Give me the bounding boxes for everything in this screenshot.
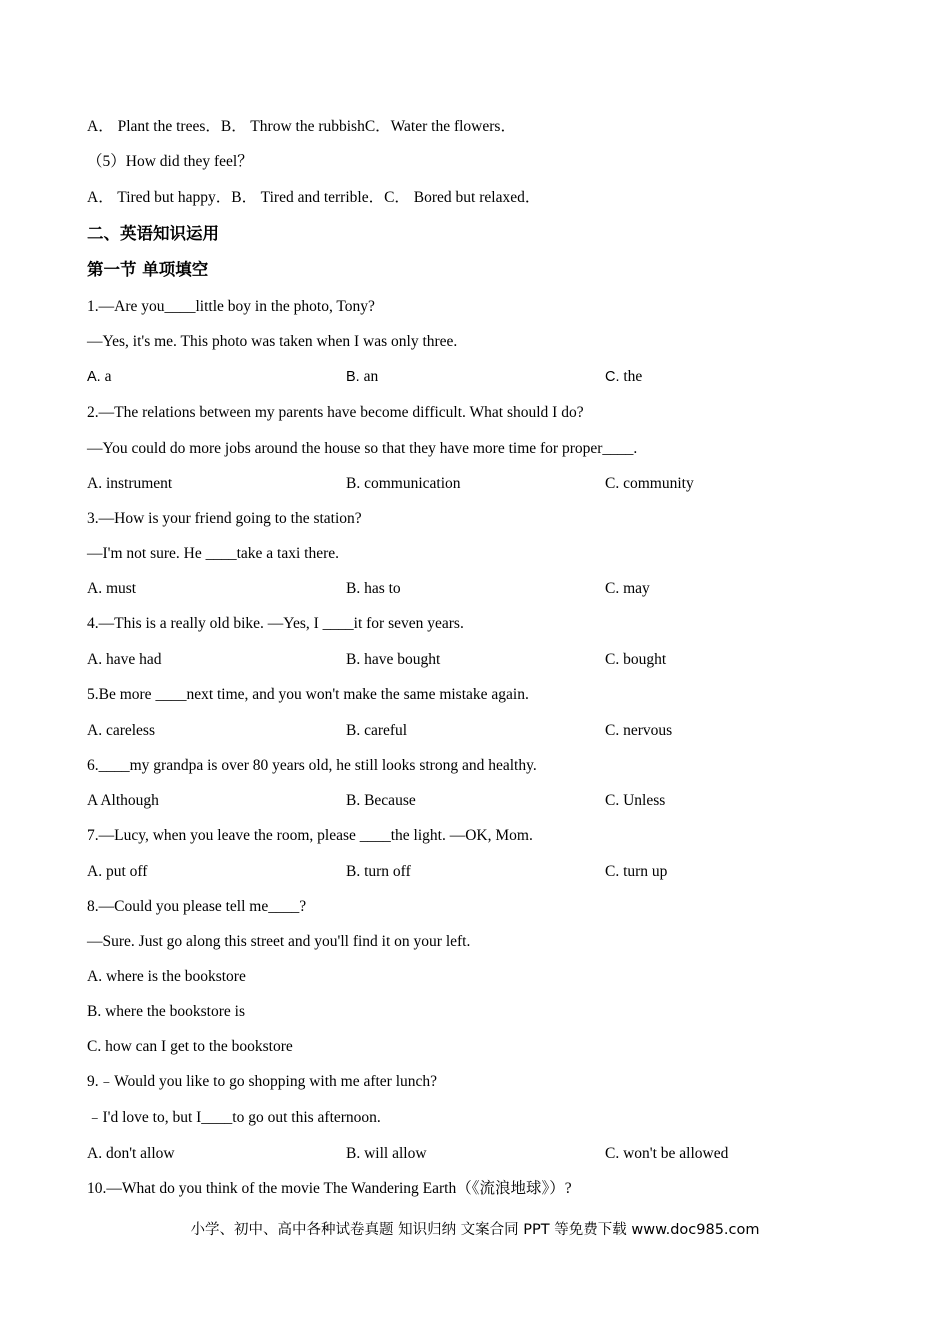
question-8-option-a: A. where is the bookstore xyxy=(87,968,246,985)
option-c: C. Unless xyxy=(605,792,666,809)
option-c: C. turn up xyxy=(605,863,668,880)
question-1-stem: 1.—Are you____little boy in the photo, Tony? xyxy=(87,298,375,315)
option-c: C. bought xyxy=(605,651,667,668)
option-b: B. communication xyxy=(346,475,461,492)
question-2-stem: 2.—The relations between my parents have become difficult. What should I do? xyxy=(87,404,584,421)
option-a: A. a xyxy=(87,368,112,385)
question-9-stem: 9.﹣Would you like to go shopping with me after lunch? xyxy=(87,1073,438,1090)
page-footer: 小学、初中、高中各种试卷真题 知识归纳 文案合同 PPT 等免费下载 www.doc985.com xyxy=(190,1222,760,1238)
question-1-response: —Yes, it's me. This photo was taken when I was only three. xyxy=(87,333,458,350)
option-b: B. careful xyxy=(346,722,408,739)
question-2-response: —You could do more jobs around the house so that they have more time for proper____. xyxy=(87,440,638,457)
question-5-stem: 5.Be more ____next time, and you won't make the same mistake again. xyxy=(87,686,529,703)
option-c: C. community xyxy=(605,475,694,492)
question-3-response: —I'm not sure. He ____take a taxi there. xyxy=(87,545,340,562)
question-8-response: —Sure. Just go along this street and you'll find it on your left. xyxy=(87,933,471,950)
option-c: C. may xyxy=(605,580,650,597)
prev-q5-stem: （5）How did they feel？ xyxy=(87,153,253,170)
question-8-stem: 8.—Could you please tell me____? xyxy=(87,898,307,915)
section-title: 二、英语知识运用 xyxy=(87,224,219,243)
option-a: A Although xyxy=(87,792,159,809)
option-b: B. an xyxy=(346,368,379,385)
question-3-stem: 3.—How is your friend going to the station? xyxy=(87,510,362,527)
option-b: B. have bought xyxy=(346,651,441,668)
question-7-stem: 7.—Lucy, when you leave the room, please ____the light. —OK, Mom. xyxy=(87,827,533,844)
option-c: C. the xyxy=(605,368,643,385)
question-8-option-c: C. how can I get to the bookstore xyxy=(87,1038,293,1055)
option-b: B. turn off xyxy=(346,863,411,880)
subsection-title: 第一节 单项填空 xyxy=(87,260,209,279)
option-a: A. careless xyxy=(87,722,155,739)
question-8-option-b: B. where the bookstore is xyxy=(87,1003,245,1020)
option-a: A. don't allow xyxy=(87,1145,175,1162)
option-a: A. instrument xyxy=(87,475,173,492)
question-4-stem: 4.—This is a really old bike. —Yes, I ____it for seven years. xyxy=(87,615,464,632)
option-c: C. nervous xyxy=(605,722,673,739)
option-c: C. won't be allowed xyxy=(605,1145,729,1162)
option-b: B. Because xyxy=(346,792,416,809)
prev-q4-options: A． Plant the trees．B． Throw the rubbishC．Water the flowers． xyxy=(87,118,516,135)
question-6-stem: 6.____my grandpa is over 80 years old, he still looks strong and healthy. xyxy=(87,757,537,774)
option-a: A. must xyxy=(87,580,137,597)
question-10-stem: 10.—What do you think of the movie The Wandering Earth（《流浪地球》）? xyxy=(87,1180,572,1197)
option-a: A. have had xyxy=(87,651,162,668)
prev-q5-options: A． Tired but happy．B． Tired and terrible．C． Bored but relaxed． xyxy=(87,189,541,206)
option-a: A. put off xyxy=(87,863,148,880)
question-9-response: ﹣I'd love to, but I____to go out this afternoon. xyxy=(87,1109,381,1126)
option-b: B. will allow xyxy=(346,1145,427,1162)
option-b: B. has to xyxy=(346,580,401,597)
